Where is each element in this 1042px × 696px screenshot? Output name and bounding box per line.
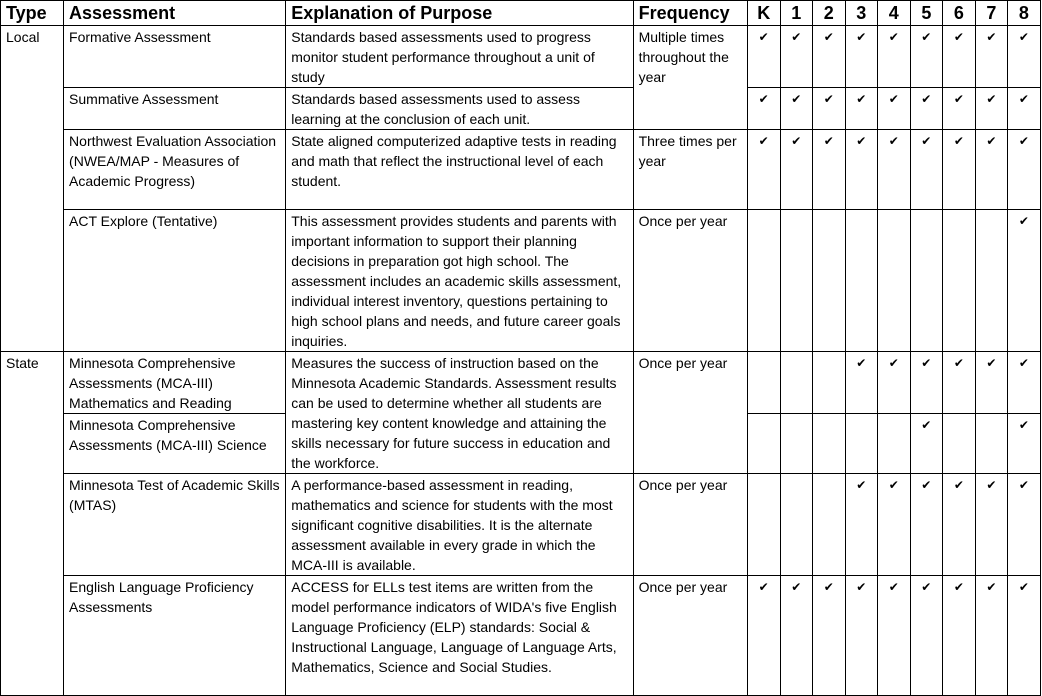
check-mark-icon: ✔ (845, 88, 877, 130)
purpose-text: Standards based assessments used to assess learning at the conclusion of each unit. (286, 88, 633, 130)
header-grade-4: 4 (877, 1, 910, 26)
check-mark-icon: ✔ (1007, 576, 1040, 696)
check-mark-icon: ✔ (910, 352, 942, 414)
check-mark-icon: ✔ (780, 88, 812, 130)
grade-cell-empty (845, 414, 877, 474)
type-local: Local (1, 26, 64, 352)
check-mark-icon: ✔ (812, 130, 845, 210)
grade-cell-empty (942, 414, 975, 474)
header-grade-2: 2 (812, 1, 845, 26)
assessment-name: Minnesota Comprehensive Assessments (MCA-III) Mathematics and Reading (64, 352, 286, 414)
grade-cell-empty (780, 352, 812, 414)
check-mark-icon: ✔ (877, 26, 910, 88)
grade-cell-empty (942, 210, 975, 352)
frequency-text: Once per year (633, 210, 747, 352)
frequency-text: Once per year (633, 576, 747, 696)
purpose-text: This assessment provides students and parents with important information to support their planning decisions in preparation got high school. The assessment includes an academic skills assessment, individual interest inventory, questions pertaining to high school plans and needs, and future career goals inquiries. (286, 210, 633, 352)
grade-cell-empty (975, 210, 1007, 352)
purpose-text: State aligned computerized adaptive tests in reading and math that reflect the instructional level of each student. (286, 130, 633, 210)
check-mark-icon: ✔ (975, 474, 1007, 576)
header-row (1, 1, 1041, 26)
check-mark-icon: ✔ (845, 130, 877, 210)
header-grade-7: 7 (975, 1, 1007, 26)
check-mark-icon: ✔ (747, 26, 780, 88)
check-mark-icon: ✔ (747, 88, 780, 130)
check-mark-icon: ✔ (910, 26, 942, 88)
check-mark-icon: ✔ (877, 474, 910, 576)
check-mark-icon: ✔ (942, 26, 975, 88)
assessment-name: Summative Assessment (64, 88, 286, 130)
header-grade-3: 3 (845, 1, 877, 26)
table-row (1, 26, 1041, 88)
check-mark-icon: ✔ (812, 576, 845, 696)
check-mark-icon: ✔ (910, 414, 942, 474)
purpose-text: A performance-based assessment in reading, mathematics and science for students with the most significant cognitive disabilities. It is the alternate assessment available in every grade in which the MCA-III is available. (286, 474, 633, 576)
header-frequency: Frequency (633, 1, 747, 26)
frequency-text: Multiple times throughout the year (633, 26, 747, 130)
check-mark-icon: ✔ (845, 576, 877, 696)
frequency-text: Once per year (633, 352, 747, 474)
check-mark-icon: ✔ (1007, 26, 1040, 88)
header-grade-5: 5 (910, 1, 942, 26)
check-mark-icon: ✔ (845, 26, 877, 88)
grade-cell-empty (747, 414, 780, 474)
check-mark-icon: ✔ (910, 88, 942, 130)
table-row (1, 576, 1041, 696)
table-row (1, 352, 1041, 414)
check-mark-icon: ✔ (975, 88, 1007, 130)
check-mark-icon: ✔ (780, 26, 812, 88)
header-type: Type (1, 1, 64, 26)
check-mark-icon: ✔ (747, 130, 780, 210)
grade-cell-empty (747, 474, 780, 576)
check-mark-icon: ✔ (975, 130, 1007, 210)
grade-cell-empty (877, 414, 910, 474)
purpose-text: Standards based assessments used to progress monitor student performance throughout a unit of study (286, 26, 633, 88)
grade-cell-empty (747, 210, 780, 352)
frequency-text: Once per year (633, 474, 747, 576)
frequency-text: Three times per year (633, 130, 747, 210)
check-mark-icon: ✔ (975, 576, 1007, 696)
header-grade-k: K (747, 1, 780, 26)
grade-cell-empty (812, 414, 845, 474)
check-mark-icon: ✔ (910, 576, 942, 696)
table-row (1, 210, 1041, 352)
check-mark-icon: ✔ (910, 130, 942, 210)
check-mark-icon: ✔ (1007, 474, 1040, 576)
check-mark-icon: ✔ (812, 88, 845, 130)
check-mark-icon: ✔ (942, 88, 975, 130)
table-row (1, 474, 1041, 576)
check-mark-icon: ✔ (1007, 88, 1040, 130)
check-mark-icon: ✔ (1007, 414, 1040, 474)
check-mark-icon: ✔ (845, 352, 877, 414)
grade-cell-empty (877, 210, 910, 352)
check-mark-icon: ✔ (975, 26, 1007, 88)
header-grade-6: 6 (942, 1, 975, 26)
check-mark-icon: ✔ (1007, 210, 1040, 352)
header-grade-8: 8 (1007, 1, 1040, 26)
check-mark-icon: ✔ (877, 576, 910, 696)
check-mark-icon: ✔ (812, 26, 845, 88)
check-mark-icon: ✔ (942, 474, 975, 576)
grade-cell-empty (747, 352, 780, 414)
check-mark-icon: ✔ (747, 576, 780, 696)
assessment-name: ACT Explore (Tentative) (64, 210, 286, 352)
header-assessment: Assessment (64, 1, 286, 26)
check-mark-icon: ✔ (1007, 130, 1040, 210)
grade-cell-empty (780, 210, 812, 352)
assessment-name: Minnesota Test of Academic Skills (MTAS) (64, 474, 286, 576)
grade-cell-empty (812, 474, 845, 576)
grade-cell-empty (812, 210, 845, 352)
grade-cell-empty (780, 414, 812, 474)
check-mark-icon: ✔ (845, 474, 877, 576)
header-grade-1: 1 (780, 1, 812, 26)
check-mark-icon: ✔ (877, 130, 910, 210)
grade-cell-empty (812, 352, 845, 414)
type-state: State (1, 352, 64, 696)
header-purpose: Explanation of Purpose (286, 1, 633, 26)
assessment-name: Formative Assessment (64, 26, 286, 88)
grade-cell-empty (845, 210, 877, 352)
check-mark-icon: ✔ (942, 130, 975, 210)
check-mark-icon: ✔ (975, 352, 1007, 414)
check-mark-icon: ✔ (942, 576, 975, 696)
check-mark-icon: ✔ (877, 352, 910, 414)
check-mark-icon: ✔ (780, 576, 812, 696)
purpose-text: Measures the success of instruction based on the Minnesota Academic Standards. Assessment results can be used to determine whether all students are mastering key content knowledge and attaining the skills necessary for future success in education and the workforce. (286, 352, 633, 474)
check-mark-icon: ✔ (942, 352, 975, 414)
assessment-name: Northwest Evaluation Association (NWEA/MAP - Measures of Academic Progress) (64, 130, 286, 210)
grade-cell-empty (975, 414, 1007, 474)
check-mark-icon: ✔ (1007, 352, 1040, 414)
check-mark-icon: ✔ (780, 130, 812, 210)
assessment-name: English Language Proficiency Assessments (64, 576, 286, 696)
table-row (1, 88, 1041, 130)
grade-cell-empty (780, 474, 812, 576)
assessment-name: Minnesota Comprehensive Assessments (MCA-III) Science (64, 414, 286, 474)
table-row (1, 130, 1041, 210)
check-mark-icon: ✔ (910, 474, 942, 576)
grade-cell-empty (910, 210, 942, 352)
purpose-text: ACCESS for ELLs test items are written from the model performance indicators of WIDA's five English Language Proficiency (ELP) standards: Social & Instructional Language, Language of Language Arts, Mathematics, Science and Social Studies. (286, 576, 633, 696)
check-mark-icon: ✔ (877, 88, 910, 130)
